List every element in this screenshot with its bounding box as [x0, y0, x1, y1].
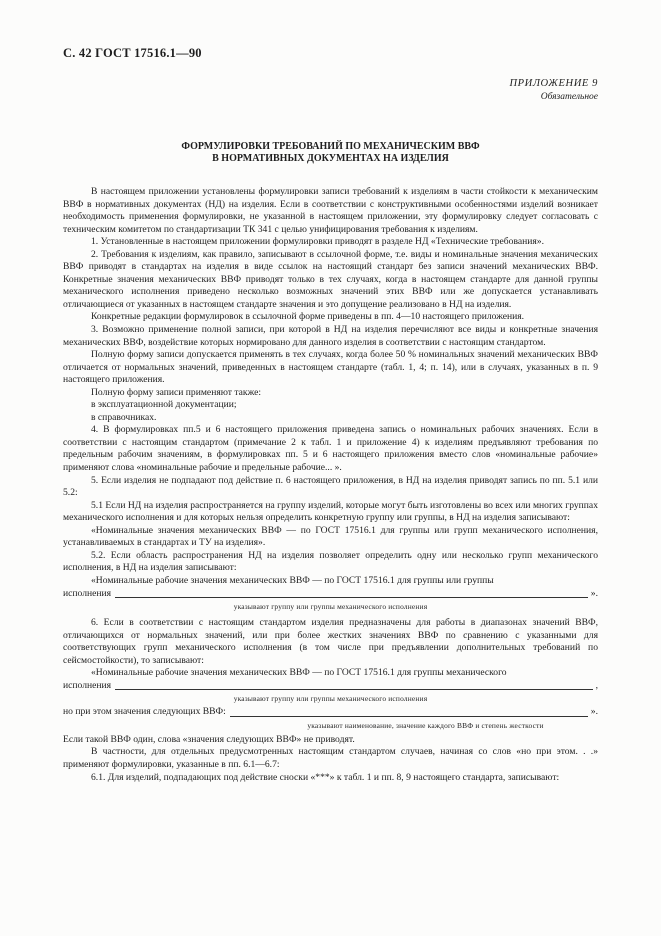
title-line-1: ФОРМУЛИРОВКИ ТРЕБОВАНИЙ ПО МЕХАНИЧЕСКИМ ВВФ — [181, 141, 480, 152]
paragraph: 6. Если в соответствии с настоящим стандартом изделия предназначены для работы в диапазонах значений ВВФ, отличающихся от нормальных значений, или при более жестких значениях ВВФ по сравнению с указанными для соответствующих групп механического исполнения (в том числе при предъявлении дополнительных требований по сейсмостойкости), то записывают: — [63, 617, 598, 666]
paragraph: 1. Установленные в настоящем приложении формулировки приводят в разделе НД «Технические требования». — [91, 236, 545, 248]
annex-status: Обязательное — [540, 92, 598, 102]
fill-in-end: ». — [590, 587, 598, 599]
fill-in-label: но при этом значения следующих ВВФ: — [63, 706, 226, 718]
annex-title: ПРИЛОЖЕНИЕ 9 — [509, 78, 598, 89]
list-item: в справочниках. — [91, 411, 157, 423]
fill-in-label: исполнения — [63, 679, 112, 691]
fill-in-line — [63, 706, 598, 719]
document-title — [63, 141, 598, 165]
fill-in-blank — [230, 715, 588, 717]
page-header: С. 42 ГОСТ 17516.1—90 — [63, 46, 202, 60]
fill-in-blank — [115, 596, 588, 598]
fill-in-caption: указывают группу или группы механического исполнения — [233, 694, 428, 704]
paragraph: «Номинальные значения механических ВВФ — по ГОСТ 17516.1 для группы или групп механического исполнения, устанавливаемых в стандартах и ТУ на изделия». — [63, 524, 598, 549]
list-item: в эксплуатационной документации; — [91, 399, 237, 411]
paragraph: Полную форму записи допускается применять в тех случаях, когда более 50 % номинальных значений механических ВВФ отличается от нормальных значений, приведенных в настоящем стандарте (табл. 1, 4; п. 14), или в случаях, указанных в п. 9 настоящего приложения. — [63, 349, 598, 386]
paragraph: Полную форму записи применяют также: — [91, 386, 262, 398]
fill-in-end: ». — [590, 706, 598, 718]
paragraph: 5.2. Если область распространения НД на изделия позволяет определить одну или несколько групп механического исполнения, в НД на изделия записывают: — [63, 549, 598, 574]
paragraph: В настоящем приложении установлены формулировки записи требований к изделиям в части стойкости к механическим ВВФ в нормативных документах (НД) на изделия. Если в соответствии с конструктивными особенностями изделий возникает необходимость применения формулировки, не указанной в настоящем приложении, эту формулировку следует согласовать с техническим комитетом по стандартизации ТК 341 с целью унифицирования требования к изделиям. — [63, 186, 598, 235]
paragraph: «Номинальные рабочие значения механических ВВФ — по ГОСТ 17516.1 для группы или группы — [91, 574, 494, 586]
paragraph: 6.1. Для изделий, подпадающих под действие сноски «***» к табл. 1 и пп. 8, 9 настоящего стандарта, записывают: — [91, 771, 560, 783]
paragraph: Конкретные редакции формулировок в ссылочной форме приведены в пп. 4—10 настоящего приложения. — [91, 311, 525, 323]
paragraph: 4. В формулировках пп.5 и 6 настоящего приложения приведена запись о номинальных рабочих значениях. Если в соответствии с настоящим стандартом (примечание 2 к табл. 1 и приложение 4) к изделиям предъявляют требования по предельным рабочим значениям, в формулировках пп. 5 и 6 настоящего приложения вместо слов «номинальные рабочие» применяют слова «номинальные рабочие и предельные рабочие... ». — [63, 424, 598, 474]
paragraph: 3. Возможно применение полной записи, при которой в НД на изделия перечисляют все виды и конкретные значения механических ВВФ, воздействие которых нормировано для данного изделия в соответствии с настоящим стандартом. — [63, 324, 598, 348]
paragraph: 2. Требования к изделиям, как правило, записывают в ссылочной форме, т.е. виды и номинальные значения механических ВВФ приводят в стандартах на изделия в виде ссылок на настоящий стандарт без записи значений механических ВВФ. Конкретные значения механических ВВФ приводят только в тех случаях, когда в настоящем стандарте для данной группы механического исполнения приведено несколько возможных значений этих ВВФ или же допускается устанавливать отличающиеся от указанных в настоящем стандарте значения и это допущение реализовано в НД на изделия. — [63, 248, 598, 310]
paragraph: «Номинальные рабочие значения механических ВВФ — по ГОСТ 17516.1 для группы механического — [91, 667, 507, 679]
annex-label — [509, 77, 598, 104]
fill-in-caption: указывают группу или группы механического исполнения — [233, 602, 428, 612]
fill-in-label: исполнения — [63, 587, 112, 599]
title-line-2: В НОРМАТИВНЫХ ДОКУМЕНТАХ НА ИЗДЕЛИЯ — [212, 153, 449, 164]
paragraph: В частности, для отдельных предусмотренных настоящим стандартом случаев, начиная со слов «но при этом. . .» применяют формулировки, указанные в пп. 6.1—6.7: — [63, 746, 598, 770]
fill-in-end: , — [595, 679, 598, 691]
paragraph: Если такой ВВФ один, слова «значения следующих ВВФ» не приводят. — [63, 733, 355, 745]
paragraph: 5. Если изделия не подпадают под действие п. 6 настоящего приложения, в НД на изделия приводят запись по пп. 5.1 или 5.2: — [63, 474, 598, 499]
fill-in-blank — [115, 688, 593, 690]
fill-in-line — [63, 680, 598, 693]
fill-in-caption: указывают наименование, значение каждого ВВФ и степень жесткости — [307, 720, 544, 730]
fill-in-line — [63, 588, 598, 601]
document-body — [63, 186, 598, 784]
paragraph: 5.1 Если НД на изделия распространяется на группу изделий, которые могут быть изготовлены во всех или многих группах механического исполнения и для которых нельзя определить конкретную группу или группы, в НД на изделия записывают: — [63, 499, 598, 524]
